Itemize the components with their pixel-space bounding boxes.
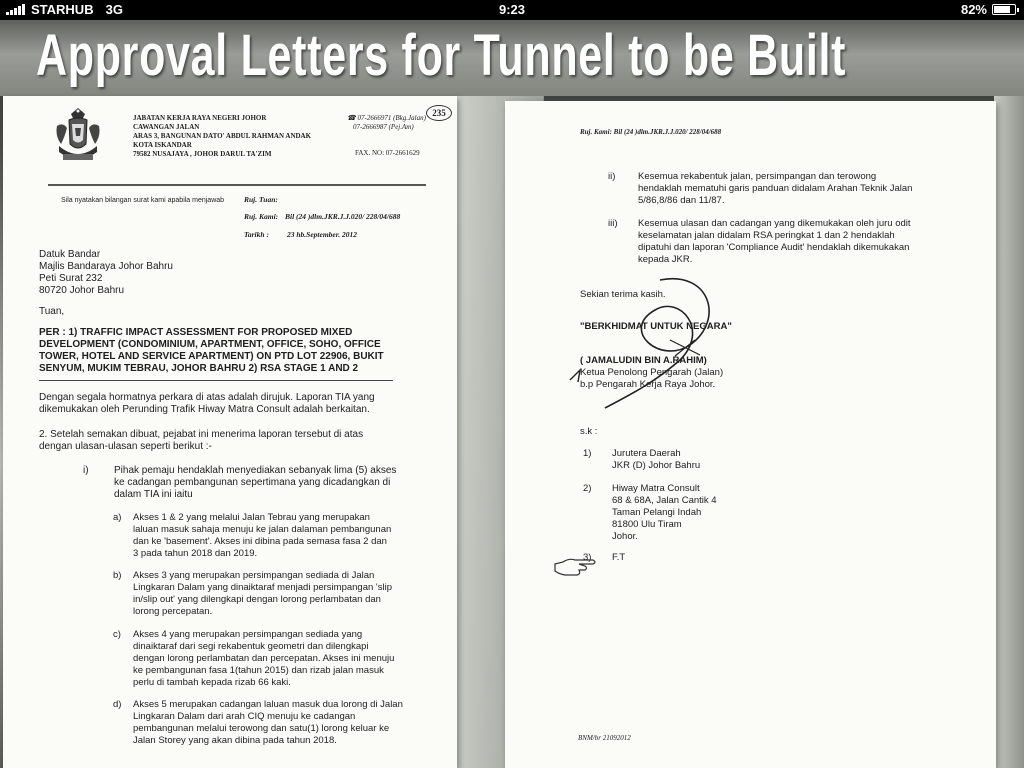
item-iii-line-3: dipatuhi dan laporan 'Compliance Audit' hendaklah dikemukakan	[638, 242, 910, 253]
battery-info	[961, 2, 1016, 17]
item-iii-line-2: keselamatan jalan didalam RSA peringkat 1 dan 2 hendaklah	[638, 230, 895, 241]
para1-line-1: Dengan segala hormatnya perkara di atas adalah dirujuk. Laporan TIA yang	[39, 392, 375, 403]
signatory-name: ( JAMALUDIN BIN A.RAHIM)	[580, 355, 707, 366]
subject-line-2: DEVELOPMENT (CONDOMINIUM, APARTMENT, OFFICE, SOHO, OFFICE	[39, 339, 381, 350]
sub-b-line-3: in/slip out' yang dilengkapi dengan lorong perlambatan dan	[133, 594, 381, 605]
sub-a-line-3: dan ke 'basement'. Akses ini dibina pada semasa fasa 2 dan	[133, 536, 387, 547]
sub-b-line-2: Lingkaran Dalam yang dinaiktaraf menjadi persimpangan 'slip	[133, 582, 392, 593]
closing-text: Sekian terima kasih.	[580, 289, 666, 300]
page2-ref-header: Ruj. Kami: Bil (24 )dlm.JKR.J.J.020/ 228/04/688	[580, 128, 722, 136]
item-i-line-3: dalam TIA ini iaitu	[114, 489, 193, 500]
sub-d-line-4: Jalan Storey yang akan dibina pada tahun 2018.	[133, 735, 337, 746]
letterhead-org-line-3: ARAS 3, BANGUNAN DATO' ABDUL RAHMAN ANDAK	[133, 132, 312, 140]
signatory-title-2: b.p Pengarah Kerja Raya Johor.	[580, 379, 716, 390]
letterhead-divider	[48, 184, 426, 186]
cc2-number: 2)	[583, 483, 592, 494]
cc-label: s.k :	[580, 426, 598, 437]
clock: 9:23	[498, 2, 526, 17]
footer-code: BNM/br 21092012	[578, 734, 631, 742]
cc2-line-5: Johor.	[612, 531, 638, 542]
date-label: Tarikh :	[244, 230, 269, 239]
item-i-line-1: Pihak pemaju hendaklah menyediakan sebanyak lima (5) akses	[114, 465, 397, 476]
sub-d-number: d)	[113, 699, 122, 710]
letter-page-2	[505, 101, 996, 768]
letterhead-org-line-5: 79582 NUSAJAYA , JOHOR DARUL TA'ZIM	[133, 150, 272, 158]
para2-line-1: 2. Setelah semakan dibuat, pejabat ini menerima laporan tersebut di atas	[39, 429, 364, 440]
item-ii-line-1: Kesemua rekabentuk jalan, persimpangan dan terowong	[638, 171, 877, 182]
johor-crest-icon	[53, 106, 103, 166]
sub-c-line-3: dengan lorong perlambatan dan percepatan. Akses ini menuju	[133, 653, 395, 664]
para1-line-2: dikemukakan oleh Perunding Trafik Hiway Matra Consult adalah berkaitan.	[39, 404, 370, 415]
cc1-number: 1)	[583, 448, 592, 459]
sub-c-line-1: Akses 4 yang merupakan persimpangan sediada yang	[133, 629, 363, 640]
subject-line-3: TOWER, HOTEL AND SERVICE APARTMENT) ON PTD LOT 22906, BUKIT	[39, 351, 384, 362]
page-number-stamp: 235	[426, 105, 452, 121]
sub-b-number: b)	[113, 570, 122, 581]
reply-note: Sila nyatakan bilangan surat kami apabila menjawab	[61, 197, 225, 204]
motto: "BERKHIDMAT UNTUK NEGARA"	[580, 321, 732, 332]
item-ii-line-3: 5/86,8/86 dan 11/87.	[638, 195, 725, 206]
sub-d-line-2: Lingkaran Dalam dari arah CIQ menuju ke cadangan	[133, 711, 356, 722]
item-iii-line-4: kepada JKR.	[638, 254, 693, 265]
sub-d-line-3: pembangunan melalui terowong dan satu(1) lorong keluar ke	[133, 723, 390, 734]
letterhead-phone-2: 07-2666987 (Pej.Am)	[353, 123, 414, 131]
title-banner	[0, 20, 1024, 96]
cc1-line-1: Jurutera Daerah	[612, 448, 681, 459]
sub-b-line-4: lorong percepatan.	[133, 606, 213, 617]
cc3-number: 3)	[583, 552, 592, 563]
letter-page-1	[3, 96, 457, 768]
letterhead-org-line-4: KOTA ISKANDAR	[133, 141, 192, 149]
pointing-hand-icon	[553, 554, 598, 580]
sub-a-line-2: laluan masuk sahaja menuju ke jalan dalaman pembangunan	[133, 524, 392, 535]
letterhead-fax: FAX. NO: 07-2661629	[355, 149, 420, 157]
recipient-line-2: Majlis Bandaraya Johor Bahru	[39, 261, 173, 272]
ref-kami-value: Bil (24 )dlm.JKR.J.J.020/ 228/04/688	[285, 212, 401, 221]
sub-b-line-1: Akses 3 yang merupakan persimpangan sediada di Jalan	[133, 570, 375, 581]
phone-icon: ☎	[347, 114, 358, 122]
signature-icon	[560, 270, 730, 410]
battery-icon	[992, 4, 1016, 15]
sub-a-number: a)	[113, 512, 122, 523]
recipient-line-3: Peti Surat 232	[39, 273, 103, 284]
letterhead-org-line-1: JABATAN KERJA RAYA NEGERI JOHOR	[133, 114, 267, 122]
item-iii-line-1: Kesemua ulasan dan cadangan yang dikemukakan oleh juru odit	[638, 218, 911, 229]
signatory-title-1: Ketua Penolong Pengarah (Jalan)	[580, 367, 724, 378]
para2-line-2: dengan ulasan-ulasan seperti berikut :-	[39, 441, 212, 452]
item-i-line-2: ke cadangan pembangunan sepertimana yang dicadangkan di	[114, 477, 391, 488]
date-value: 23 hb.September. 2012	[287, 230, 358, 239]
item-i-number: i)	[83, 465, 89, 476]
network-type: 3G	[105, 2, 123, 17]
ref-kami-label: Ruj. Kami:	[244, 212, 279, 221]
ref-tuan-label: Ruj. Tuan:	[244, 195, 278, 204]
salutation: Tuan,	[39, 306, 65, 317]
cc1-line-2: JKR (D) Johor Bahru	[612, 460, 701, 471]
letterhead-phone-1	[347, 114, 426, 122]
item-iii-number: iii)	[608, 218, 618, 229]
sub-c-line-5: perlu di tambah kepada rizab 66 kaki.	[133, 677, 291, 688]
background-sheet-right	[994, 96, 1024, 768]
page-title: Approval Letters for Tunnel to be Built	[36, 23, 847, 88]
sub-d-line-1: Akses 5 merupakan cadangan laluan masuk dua lorong di Jalan	[133, 699, 403, 710]
cc2-line-1: Hiway Matra Consult	[612, 483, 700, 494]
cc2-line-3: Taman Pelangi Indah	[612, 507, 702, 518]
item-ii-number: ii)	[608, 171, 616, 182]
recipient-line-4: 80720 Johor Bahru	[39, 285, 125, 296]
battery-percent: 82%	[960, 2, 987, 17]
status-bar	[0, 0, 1024, 20]
cc2-line-4: 81800 Ulu Tiram	[612, 519, 682, 530]
cc3-text: F.T	[612, 552, 626, 563]
phone-1-text: 07-2666971 (Bkg.Jalan)	[357, 114, 426, 122]
subject-line-1: PER : 1) TRAFFIC IMPACT ASSESSMENT FOR PROPOSED MIXED	[39, 327, 353, 338]
sub-c-number: c)	[113, 629, 121, 640]
subject-line-4: SENYUM, MUKIM TEBRAU, JOHOR BAHRU 2) RSA STAGE 1 AND 2	[39, 363, 359, 374]
sub-c-line-2: dinaiktaraf dari segi rekabentuk geometri dan dilengkapi	[133, 641, 369, 652]
sub-c-line-4: ke pembangunan fasa 1(tahun 2015) dan rizab jalan masuk	[133, 665, 384, 676]
letterhead-org-line-2: CAWANGAN JALAN	[133, 123, 200, 131]
recipient-line-1: Datuk Bandar	[39, 249, 101, 260]
subject-underline	[39, 380, 393, 381]
carrier-name: STARHUB	[31, 2, 94, 17]
sub-a-line-4: 3 pada tahun 2018 dan 2019.	[133, 548, 258, 559]
item-ii-line-2: hendaklah mematuhi garis panduan didalam Arahan Teknik Jalan	[638, 183, 913, 194]
sub-a-line-1: Akses 1 & 2 yang melalui Jalan Tebrau yang merupakan	[133, 512, 370, 523]
cc2-line-2: 68 & 68A, Jalan Cantik 4	[612, 495, 717, 506]
